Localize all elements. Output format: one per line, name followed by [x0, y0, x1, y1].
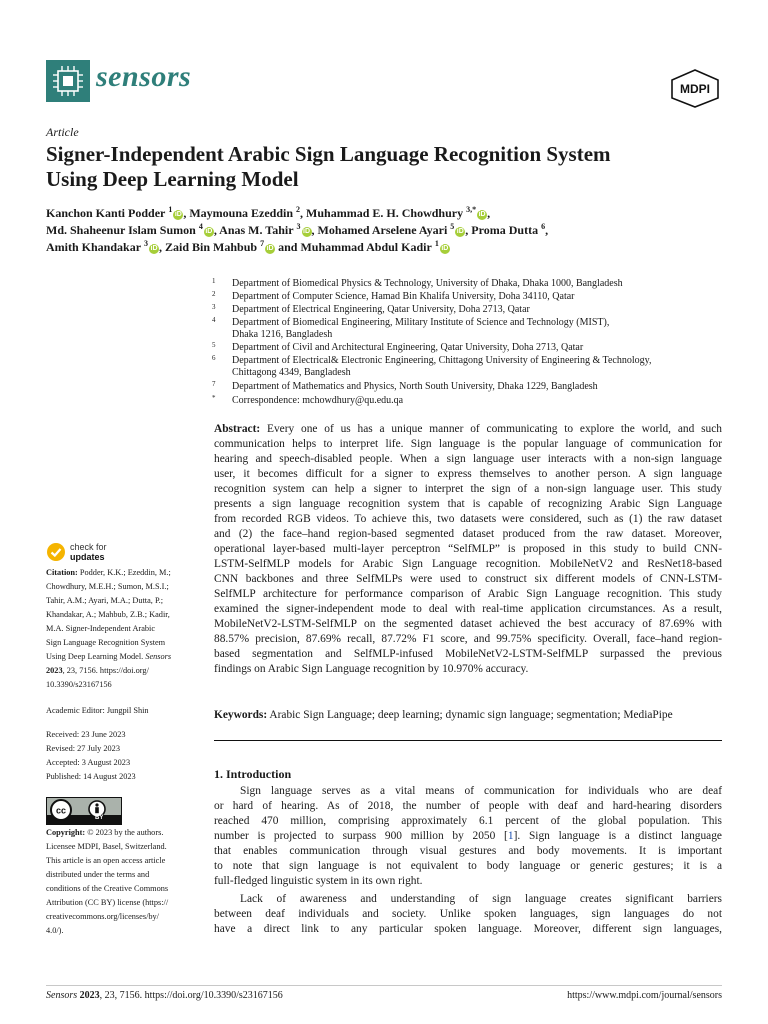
author-name[interactable]: Anas M. Tahir [219, 223, 294, 237]
abstract-text: Every one of us has a unique manner of communicating to explore the world, and such [260, 423, 722, 435]
author-name[interactable]: Proma Dutta [471, 223, 539, 237]
author-name[interactable]: Amith Khandakar [46, 240, 142, 254]
check-updates-text: check for [70, 542, 107, 552]
abstract-line: from recorded RGB videos. To achieve this, two datasets were considered, such as (1) the raw dataset [214, 513, 722, 525]
copyright-line: This article is an open access article [46, 856, 166, 865]
footer-journal-url[interactable]: https://www.mdpi.com/journal/sensors [567, 990, 722, 1001]
abstract-line: communication helps to interpret life. Sign language is the popular language of communication for [214, 438, 722, 450]
check-for-updates-badge[interactable] [46, 540, 126, 564]
orcid-icon[interactable]: iD [303, 228, 311, 235]
author-affiliation: 5 [450, 222, 455, 231]
keywords-text: Arabic Sign Language; deep learning; dynamic sign language; segmentation; MediaPipe [267, 709, 673, 721]
affiliation-number: * [212, 394, 216, 402]
citation-line [46, 650, 200, 664]
check-updates-icon [46, 542, 66, 562]
cc-by-license-badge[interactable] [46, 797, 122, 825]
footer-citation [46, 990, 283, 1001]
body-line [214, 829, 722, 844]
reference-link[interactable]: 1 [507, 830, 514, 842]
author-name[interactable]: Kanchon Kanti Podder [46, 206, 166, 220]
affiliation-text: Department of Civil and Architectural Engineering, Qatar University, Doha 2713, Qatar [232, 342, 584, 353]
keywords [214, 708, 722, 723]
affiliation-number: 7 [212, 380, 216, 388]
title-line: Using Deep Learning Model [46, 167, 299, 191]
abstract-line: CNN backbones and three SelfMLPs were used to construct six different models of CNN-LSTM- [214, 573, 722, 585]
copyright-text: © 2023 by the authors. [85, 828, 164, 837]
abstract-line: recognition system can help a signer to interpret the sign of a non-sign language user. This study [214, 483, 722, 495]
author-affiliation: 3 [144, 239, 149, 248]
orcid-icon[interactable]: iD [441, 245, 449, 252]
abstract-line: user, it becomes difficult for a signer to express themselves to another person. A sign language [214, 468, 722, 480]
author-affiliation: 6 [541, 222, 546, 231]
author-affiliation: 1 [168, 205, 173, 214]
affiliation-text: Department of Computer Science, Hamad Bin Khalifa University, Doha 34110, Qatar [232, 291, 575, 302]
date-received: Received: 23 June 2023 [46, 730, 126, 739]
body-line: or hard of hearing. As of 2018, the number of people with deaf and hard-hearing disorders [214, 800, 722, 812]
abstract-line: based segmentation and SelfMLP-infused MobileNetV2-LSTM-SelfMLP surpassed the previous [214, 648, 722, 660]
citation-label: Citation: [46, 568, 78, 577]
citation-line [46, 566, 200, 580]
author-connector: and [278, 240, 298, 254]
author-line: Md. Shaheenur Islam Sumon $^4$iD , Anas M. Tahir $^3$iD , Mohamed Arselene Ayari $^5$iD , Proma Dutta $^6$, [46, 222, 549, 237]
orcid-icon[interactable]: iD [205, 228, 213, 235]
body-line: between deaf individuals and society. Unlike spoken languages, sign languages do not [214, 908, 722, 920]
affiliation-text: Department of Electrical Engineering, Qatar University, Doha 2713, Qatar [232, 304, 530, 315]
author-name[interactable]: Maymouna Ezeddin [189, 206, 294, 220]
author-name[interactable]: Zaid Bin Mahbub [165, 240, 258, 254]
publisher-logo [668, 68, 722, 108]
date-accepted: Accepted: 3 August 2023 [46, 758, 131, 767]
copyright-line: distributed under the terms and [46, 870, 150, 879]
cc-by-label: BY [95, 815, 104, 821]
body-line: reached 470 million, comprising approximately 6.1 percent of the global population. This [214, 815, 722, 827]
citation-line: Tahir, A.M.; Ayari, M.A.; Dutta, P.; [46, 596, 164, 605]
body-line: to note that sign language is not equivalent to body language or generic gestures; it is a [214, 860, 722, 872]
keywords-label: Keywords: [214, 709, 268, 721]
author-affiliation: 2 [296, 205, 301, 214]
author-affiliation: 3 [296, 222, 301, 231]
abstract-line: examined the signer-independent mode to deal with real-time application circumstances. As a result, [214, 603, 722, 615]
abstract-line: 88.57% precision, 87.69% recall, 87.72% F1 score, and 99.75% specificity. Overall, face–hand region- [214, 633, 722, 645]
date-published: Published: 14 August 2023 [46, 772, 136, 781]
citation-doi-link[interactable]: , 23, 7156. https://doi.org/ [62, 666, 149, 675]
author-name[interactable]: Md. Shaheenur Islam Sumon [46, 223, 196, 237]
affiliation-text: Department of Biomedical Engineering, Military Institute of Science and Technology (MIST), [232, 317, 610, 328]
footer-divider [46, 985, 722, 986]
author-line: Amith Khandakar $^3$iD , Zaid Bin Mahbub $^7$iD and Muhammad Abdul Kadir $^1$iD [46, 239, 449, 254]
author-name[interactable]: Mohamed Arselene Ayari [317, 223, 448, 237]
author-line: Kanchon Kanti Podder $^1$iD , Maymouna Ezeddin $^2$, Muhammad E. H. Chowdhury $^{3,*}$iD , [46, 205, 491, 220]
orcid-icon[interactable]: iD [174, 211, 182, 218]
abstract-line: SelfMLP architecture for performance comparison of Arabic Sign Language recognition. This study [214, 588, 722, 600]
title-line: Signer-Independent Arabic Sign Language Recognition System [46, 142, 611, 166]
body-line: Sign language serves as a vital means of communication for individuals who are deaf [240, 785, 722, 797]
affiliation-number: 4 [212, 316, 216, 324]
abstract-line: presents a sign language recognition system that is capable of recognizing Arabic Sign Language [214, 498, 722, 510]
author-affiliation: 3,* [466, 205, 477, 214]
abstract-line: and (2) the face–hand region-based segmented dataset produced from the raw dataset. Moreover, [214, 528, 722, 540]
copyright-line: Attribution (CC BY) license (https:// [46, 898, 169, 907]
body-text: ]. Sign language is a distinct language [513, 830, 722, 842]
affiliation-text: Department of Biomedical Physics & Technology, University of Dhaka, Dhaka 1000, Bangladesh [232, 278, 623, 289]
body-line: full-fledged linguistic system in its own right. [214, 875, 423, 887]
body-line: that enables communication through visual gestures and body movements. It is important [214, 845, 722, 857]
affiliation-number: 2 [212, 290, 216, 298]
citation-line: Chowdhury, M.E.H.; Sumon, M.S.I.; [46, 582, 169, 591]
author-affiliation: 7 [260, 239, 265, 248]
journal-name: sensors [96, 60, 192, 93]
copyright-label: Copyright: [46, 828, 86, 837]
affiliation-text: Correspondence: mchowdhury@qu.edu.qa [232, 395, 404, 406]
body-line: Lack of awareness and understanding of sign language creates significant barriers [240, 893, 722, 905]
page-title [46, 142, 736, 192]
publisher-name: MDPI [680, 82, 710, 96]
orcid-icon[interactable]: iD [478, 211, 486, 218]
body-line: have a direct link to any particular spoken language. Moreover, different sign languages, [214, 923, 722, 935]
affiliation-number: 1 [212, 277, 216, 285]
abstract-line: LSTM-SelfMLP models for Arabic Sign Language recognition. MobileNetV2 and ResNet18-based [214, 558, 722, 570]
abstract-label: Abstract: [214, 423, 261, 435]
citation-line [46, 664, 200, 678]
affiliation-number: 5 [212, 341, 216, 349]
orcid-icon[interactable]: iD [456, 228, 464, 235]
citation-text: Podder, K.K.; Ezeddin, M.; [77, 568, 171, 577]
abstract-line: hearing and speech-disabled people. When a sign language user interacts with a non-sign language [214, 453, 722, 465]
abstract-line [214, 422, 722, 437]
article-type: Article [46, 125, 79, 139]
orcid-icon[interactable]: iD [150, 245, 158, 252]
footer-year: 2023 [79, 990, 100, 1001]
citation-text: Using Deep Learning Model. [46, 652, 146, 661]
copyright-line [46, 826, 200, 840]
check-updates-text: updates [70, 552, 105, 562]
citation-doi-link[interactable]: 10.3390/s23167156 [46, 680, 112, 689]
divider [214, 740, 722, 741]
citation-line: Sign Language Recognition System [46, 638, 166, 647]
footer-journal: Sensors [46, 990, 78, 1001]
cc-license-icon [47, 798, 121, 824]
abstract-line: operational layer-based multi-layer perceptron “SelfMLP” is proposed in this study to build CNN- [214, 543, 722, 555]
section-heading: 1. Introduction [214, 767, 292, 781]
abstract-line: MobileNetV2-LSTM-SelfMLP on the segmented dataset achieved the best accuracy of 87.69% with [214, 618, 722, 630]
abstract-line: findings on Arabic Sign Language recognition by 10.970% accuracy. [214, 663, 529, 675]
citation-line: Khandakar, A.; Mahbub, Z.B.; Kadir, [46, 610, 170, 619]
affiliation-text: Department of Electrical& Electronic Engineering, Chittagong University of Engineering & Technology, [232, 355, 652, 366]
affiliation-text: Chittagong 4349, Bangladesh [232, 367, 351, 378]
date-revised: Revised: 27 July 2023 [46, 744, 120, 753]
copyright-line: creativecommons.org/licenses/by/ [46, 912, 159, 921]
affiliation-text: Department of Mathematics and Physics, North South University, Dhaka 1229, Bangladesh [232, 381, 598, 392]
author-name[interactable]: Muhammad Abdul Kadir [300, 240, 432, 254]
copyright-line: Licensee MDPI, Basel, Switzerland. [46, 842, 167, 851]
affiliation-text: Dhaka 1216, Bangladesh [232, 329, 333, 340]
author-affiliation: 4 [198, 222, 203, 231]
footer-doi-link[interactable]: , 23, 7156. https://doi.org/10.3390/s23167156 [99, 990, 283, 1001]
body-text: number is projected to surpass 900 million by 2050 [ [214, 830, 508, 842]
academic-editor: Academic Editor: Jungpil Shin [46, 706, 149, 715]
citation-journal: Sensors [145, 652, 172, 661]
copyright-line: 4.0/). [46, 926, 64, 935]
affiliation-number: 3 [212, 303, 216, 311]
author-name[interactable]: Muhammad E. H. Chowdhury [306, 206, 464, 220]
citation-year: 2023 [46, 666, 63, 675]
author-affiliation: 1 [434, 239, 439, 248]
orcid-icon[interactable]: iD [266, 245, 274, 252]
citation-line: M.A. Signer-Independent Arabic [46, 624, 156, 633]
svg-text:cc: cc [55, 805, 67, 816]
journal-logo [46, 60, 90, 102]
affiliation-number: 6 [212, 354, 216, 362]
copyright-line: conditions of the Creative Commons [46, 884, 169, 893]
chip-icon [46, 60, 90, 102]
